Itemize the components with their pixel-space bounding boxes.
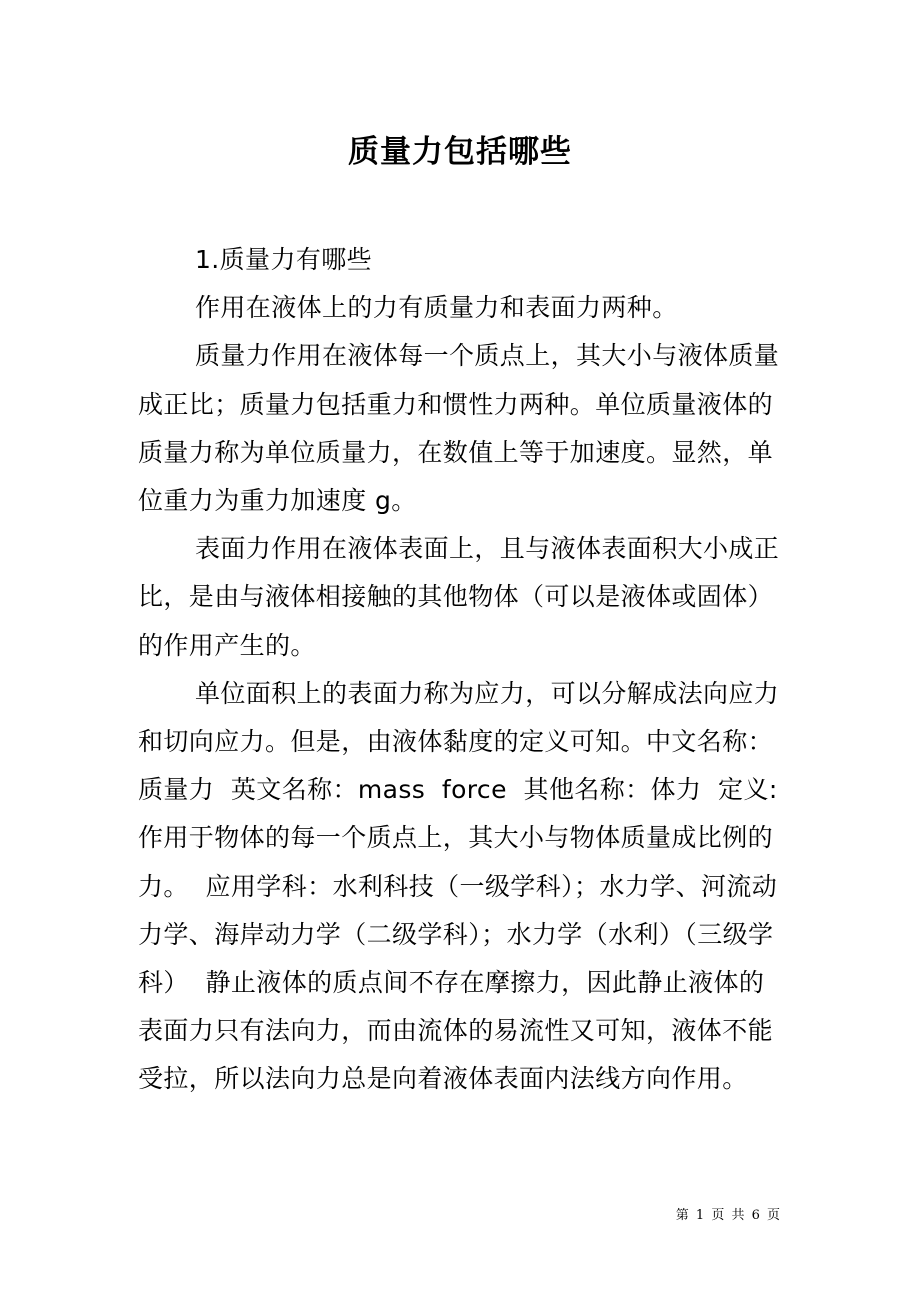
document-title: 质量力包括哪些: [348, 134, 572, 170]
page-number-footer: 第 1 页 共 6 页: [675, 1208, 780, 1223]
paragraph-heading: 1.质量力有哪些: [195, 245, 373, 274]
paragraph-surface-force: 表面力作用在液体表面上，且与液体表面积大小成正比，是由与液体相接触的其他物体（可以是液体或固体）的作用产生的。: [138, 534, 780, 660]
document-body: [138, 236, 788, 1104]
paragraph-intro: 作用在液体上的力有质量力和表面力两种。: [195, 293, 678, 323]
paragraph-mass-force: 质量力作用在液体每一个质点上，其大小与液体质量成正比；质量力包括重力和惯性力两种。单位质量液体的质量力称为单位质量力，在数值上等于加速度。显然，单位重力为重力加速度 g。: [138, 341, 780, 516]
paragraph-stress-definition: 单位面积上的表面力称为应力，可以分解成法向应力和切向应力。但是，由液体黏度的定义可知。中文名称：质量力 英文名称：mass force 其他名称：体力 定义:作用于物体的每一个质点上，其大小与物体质量成比例的力。 应用学科：水利科技（一级学科）；水力学、河流动力学、海岸动力学（二级学科）；水力学（水利）（三级学科） 静止液体的质点间不存在摩擦力，因此静止液体的表面力只有法向力，而由流体的易流性又可知，液体不能受拉，所以法向力总是向着液体表面内法线方向作用。: [138, 678, 780, 1094]
